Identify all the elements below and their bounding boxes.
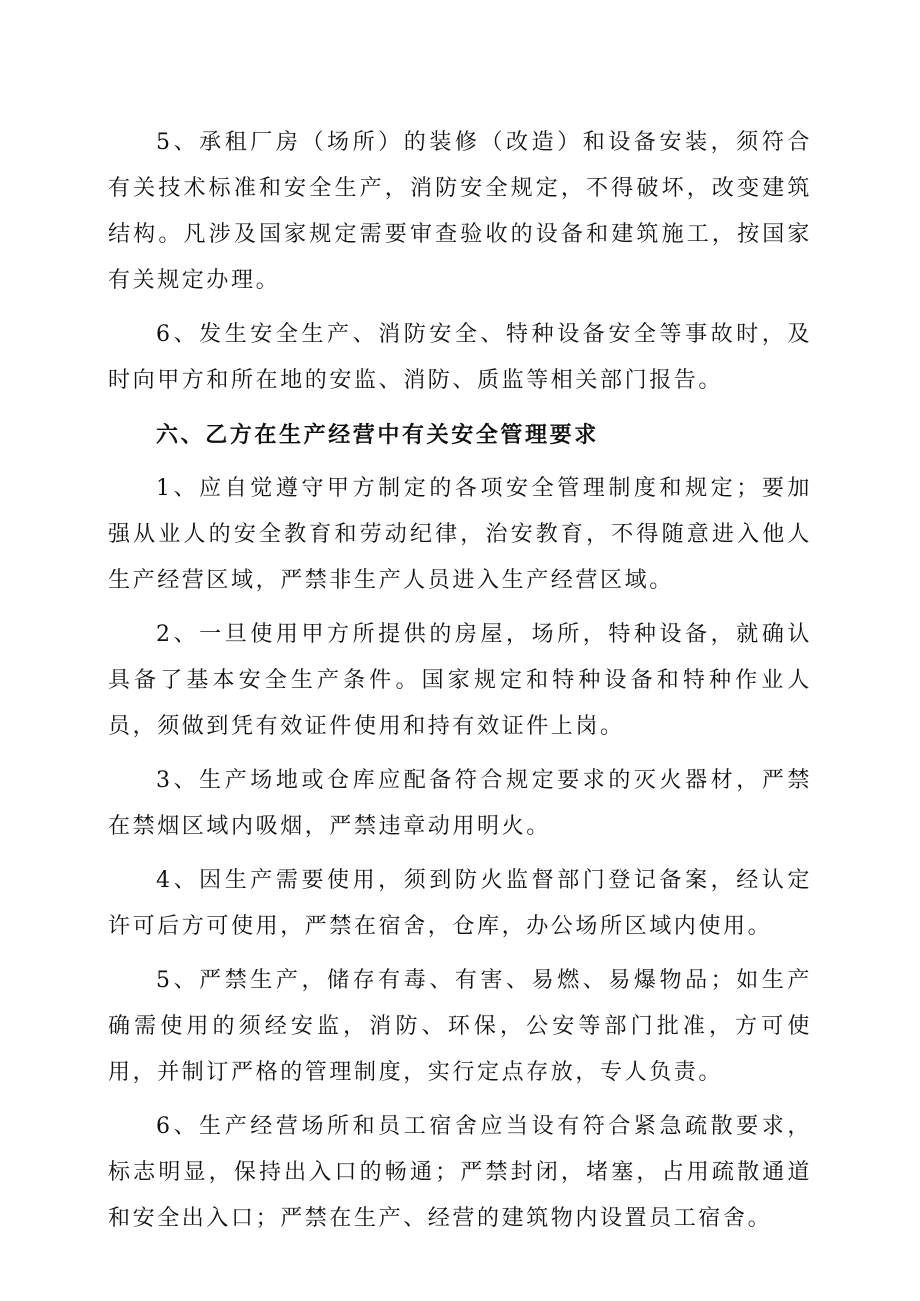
paragraph-rule-5: 5、严禁生产，储存有毒、有害、易燃、易爆物品；如生产确需使用的须经安监，消防、环保，公安等部门批准，方可使用，并制订严格的管理制度，实行定点存放，专人负责。 (108, 968, 812, 1085)
document-body (108, 120, 812, 1250)
section-heading-six: 六、乙方在生产经营中有关安全管理要求 (156, 422, 599, 448)
paragraph-rule-2: 2、一旦使用甲方所提供的房屋，场所，特种设备，就确认具备了基本安全生产条件。国家规定和特种设备和特种作业人员，须做到凭有效证件使用和持有效证件上岗。 (108, 622, 812, 739)
paragraph-item-6-accident-report: 6、发生安全生产、消防安全、特种设备安全等事故时，及时向甲方和所在地的安监、消防、质监等相关部门报告。 (108, 322, 812, 393)
paragraph-rule-3: 3、生产场地或仓库应配备符合规定要求的灭火器材，严禁在禁烟区域内吸烟，严禁违章动用明火。 (108, 768, 812, 839)
paragraph-rule-4: 4、因生产需要使用，须到防火监督部门登记备案，经认定许可后方可使用，严禁在宿舍，仓库，办公场所区域内使用。 (108, 868, 812, 939)
paragraph-rule-1: 1、应自觉遵守甲方制定的各项安全管理制度和规定；要加强从业人的安全教育和劳动纪律，治安教育，不得随意进入他人生产经营区域，严禁非生产人员进入生产经营区域。 (108, 476, 812, 593)
paragraph-rule-6: 6、生产经营场所和员工宿舍应当设有符合紧急疏散要求，标志明显，保持出入口的畅通；严禁封闭，堵塞，占用疏散通道和安全出入口；严禁在生产、经营的建筑物内设置员工宿舍。 (108, 1114, 812, 1231)
paragraph-item-5-lease-renovation: 5、承租厂房（场所）的装修（改造）和设备安装，须符合有关技术标准和安全生产，消防安全规定，不得破坏，改变建筑结构。凡涉及国家规定需要审查验收的设备和建筑施工，按国家有关规定办理。 (108, 130, 812, 293)
